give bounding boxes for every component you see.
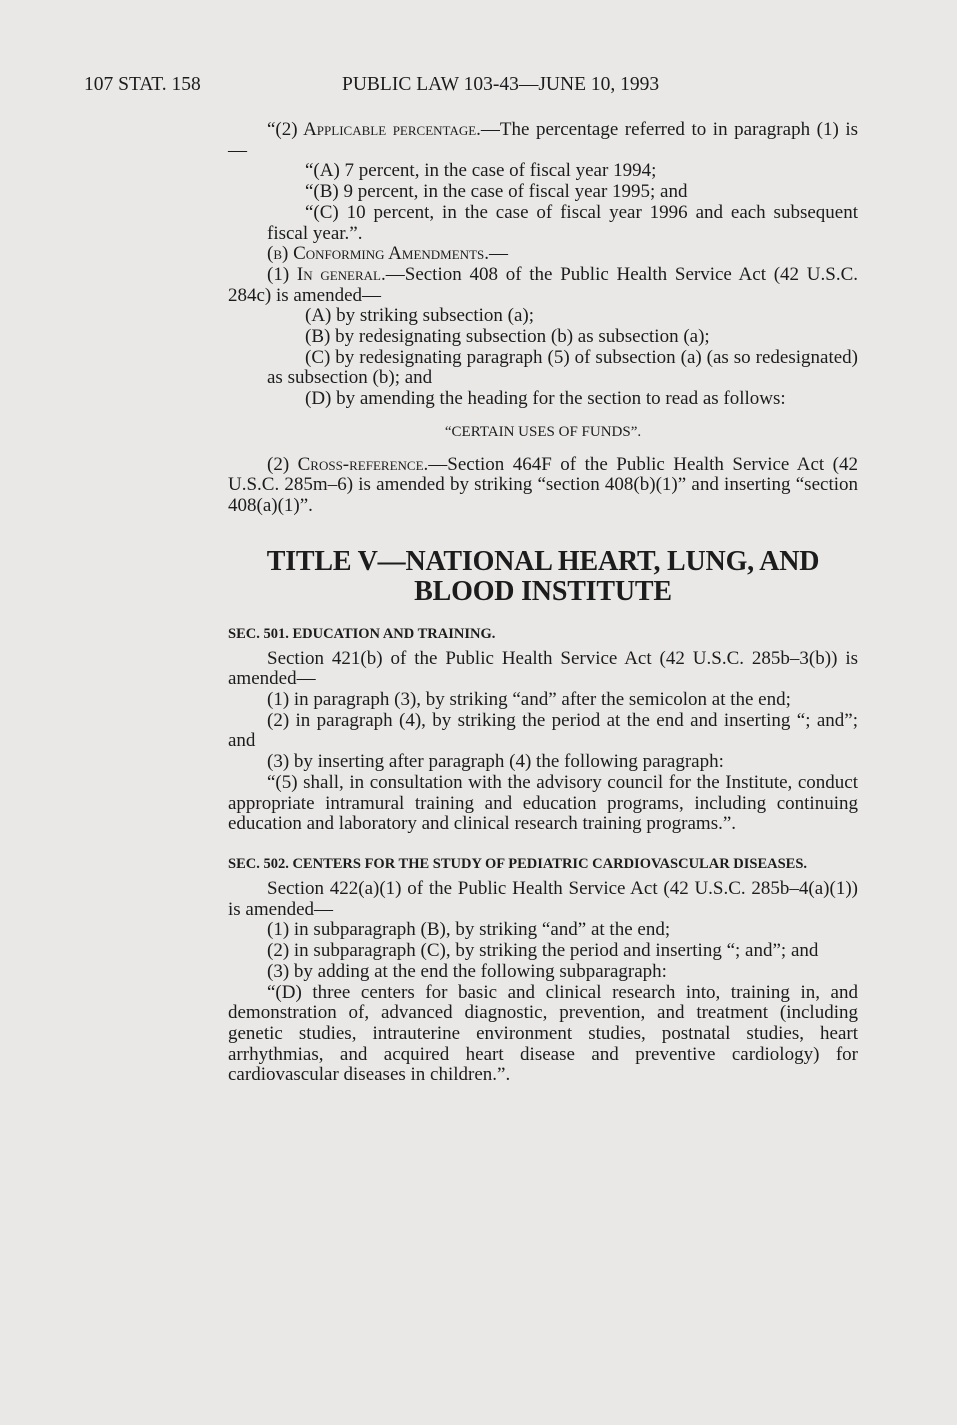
sec-501-paragraph-1: (1) in paragraph (3), by striking “and” after the semicolon at the end; [267,689,791,711]
in-general-text: —Section 408 of the Public Health Service Act (42 U.S.C. 284c) is amended— [228,263,858,306]
cross-reference-paragraph [228,455,858,517]
sec-501-heading: SEC. 501. EDUCATION AND TRAINING. [228,625,496,642]
sec-502-heading: SEC. 502. CENTERS FOR THE STUDY OF PEDIATRIC CARDIOVASCULAR DISEASES. [228,855,808,872]
cross-reference-label: (2) Cross-reference. [267,453,429,475]
sec-501-intro: Section 421(b) of the Public Health Service Act (42 U.S.C. 285b–3(b)) is amended— [228,647,858,690]
in-general-c: (C) by redesignating paragraph (5) of subsection (a) (as so redesignated) as subsection (b); and [267,346,858,389]
in-general-paragraph [228,265,858,306]
applicable-percentage-a: “(A) 7 percent, in the case of fiscal year 1994; [305,160,657,182]
applicable-percentage-b: “(B) 9 percent, in the case of fiscal year 1995; and [305,181,688,203]
title-v-line-1: TITLE V—NATIONAL HEART, LUNG, AND [266,545,820,577]
sec-502-paragraph-2: (2) in subparagraph (C), by striking the period and inserting “; and”; and [267,940,819,962]
document-body [228,120,858,1086]
conforming-amendments-label: (b) Conforming Amendments. [267,243,489,265]
conforming-amendments-dash: — [489,243,508,265]
public-law-title: PUBLIC LAW 103-43—JUNE 10, 1993 [342,74,660,95]
title-v-line-2: BLOOD INSTITUTE [414,575,672,607]
conforming-amendments-heading [228,244,858,265]
in-general-label: (1) In general. [267,263,386,285]
applicable-percentage-text: —The percentage referred to in paragraph (1) is— [228,119,858,161]
in-general-b: (B) by redesignating subsection (b) as subsection (a); [305,326,710,348]
sec-501-paragraph-3: (3) by inserting after paragraph (4) the following paragraph: [267,751,724,773]
title-v-heading [228,547,858,607]
in-general-d: (D) by amending the heading for the section to read as follows: [305,388,786,410]
applicable-percentage-c: “(C) 10 percent, in the case of fiscal year 1996 and each subsequent fiscal year.”. [267,201,858,244]
sec-502-paragraph-1: (1) in subparagraph (B), by striking “and” at the end; [267,919,671,941]
in-general-a: (A) by striking subsection (a); [305,305,535,327]
sec-502-quoted-paragraph: “(D) three centers for basic and clinical research into, training in, and demonstration of, advanced diagnostic, prevention, and treatment (including genetic studies, intrauterine environment studies, postnatal studies, heart arrhythmias, and acquired heart disease and preventive cardiology) for cardiovascular diseases in children.”. [228,981,858,1086]
applicable-percentage-paragraph [228,120,858,161]
section-heading-quote: “CERTAIN USES OF FUNDS”. [444,423,642,440]
sec-502-paragraph-3: (3) by adding at the end the following subparagraph: [267,960,667,982]
running-header [84,74,864,104]
statute-page-number: 107 STAT. 158 [84,74,201,95]
sec-501-quoted-paragraph: “(5) shall, in consultation with the advisory council for the Institute, conduct appropriate intramural training and education programs, including continuing education and laboratory and clinical research training programs.”. [228,771,858,835]
sec-502-intro: Section 422(a)(1) of the Public Health Service Act (42 U.S.C. 285b–4(a)(1)) is amended— [228,877,858,920]
sec-501-paragraph-2: (2) in paragraph (4), by striking the period at the end and inserting “; and”; and [228,709,858,752]
cross-reference-text: —Section 464F of the Public Health Service Act (42 U.S.C. 285m–6) is amended by striking “section 408(b)(1)” and inserting “section 408(a)(1)”. [228,453,859,516]
applicable-percentage-label: “(2) Applicable percentage. [267,119,481,140]
